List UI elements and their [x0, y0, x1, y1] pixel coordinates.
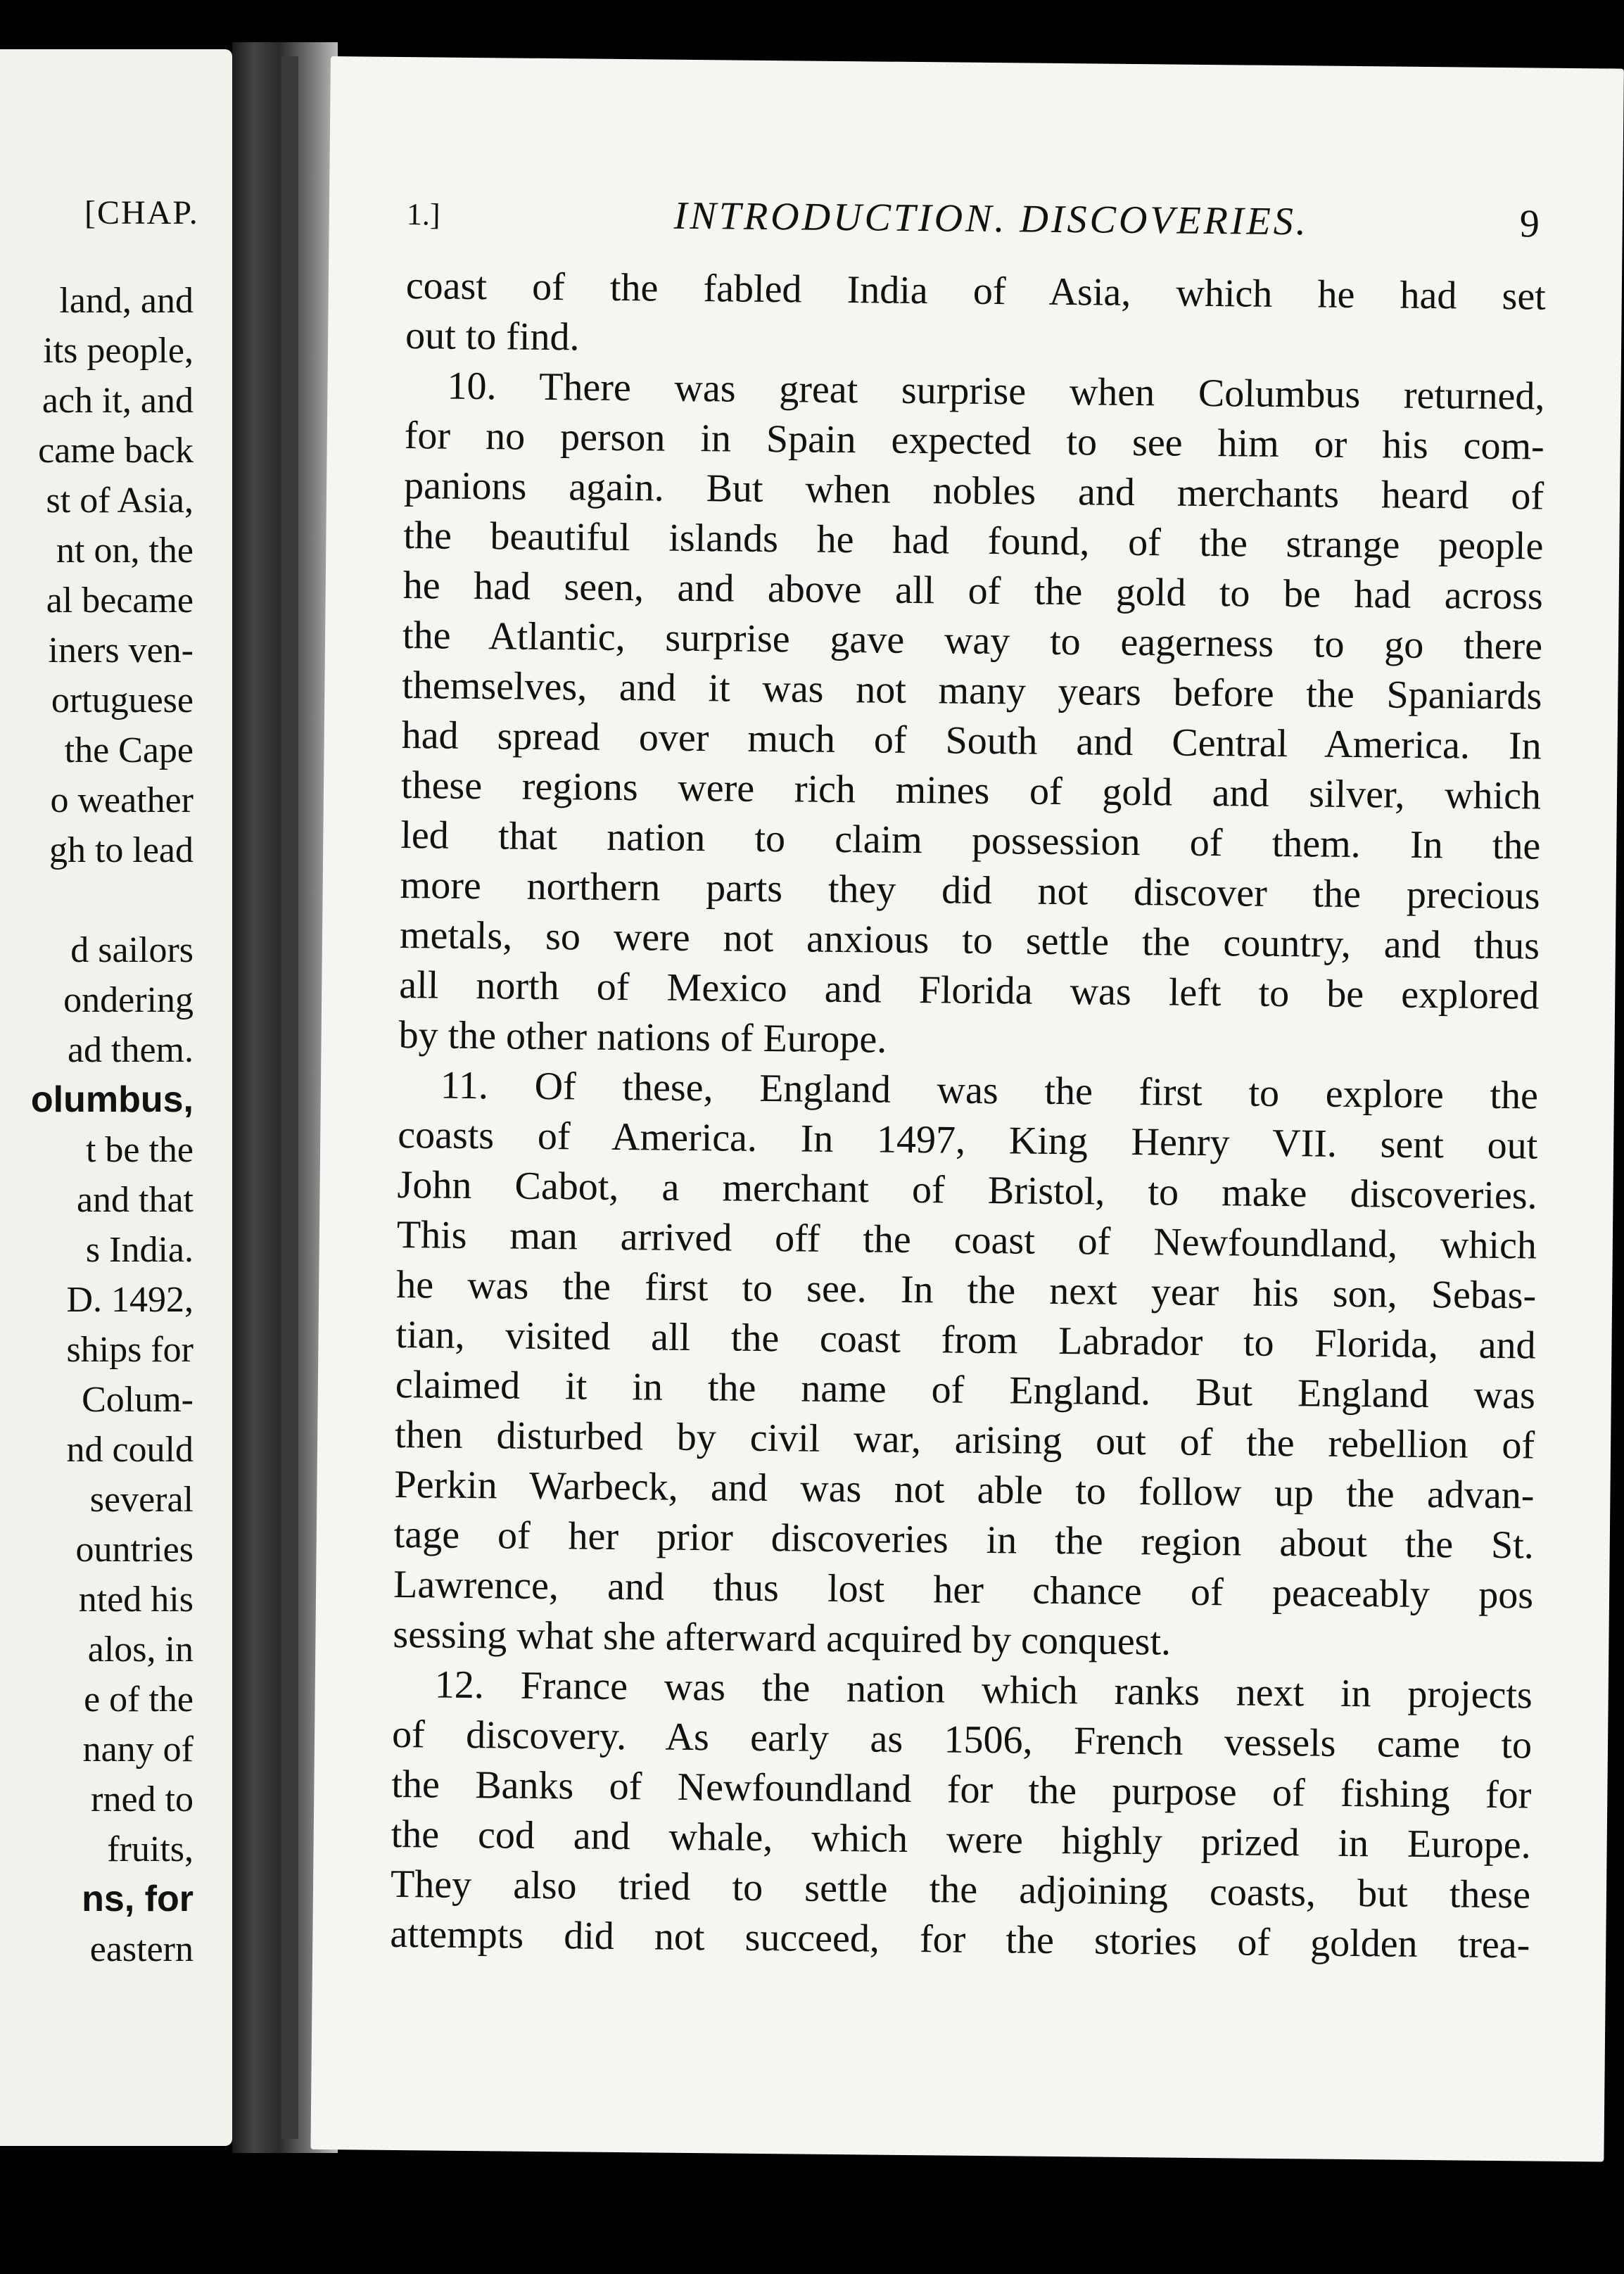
text-line: metals, so were not anxious to settle the country, and thus [399, 913, 1540, 968]
text-line: out to find. [405, 314, 580, 360]
left-line: o weather [50, 780, 194, 820]
left-line: iners ven- [48, 630, 194, 671]
text-line: Lawrence, and thus lost her chance of peaceably pos [393, 1562, 1534, 1618]
left-line: t be the [85, 1130, 194, 1170]
left-line: ns, for [82, 1879, 194, 1919]
left-line: olumbus, [30, 1079, 194, 1120]
text-line: John Cabot, a merchant of Bristol, to make discoveries. [397, 1162, 1537, 1218]
text-line: 11. Of these, England was the first to explore the [440, 1063, 1539, 1118]
text-line: tage of her prior discoveries in the region about the St. [393, 1512, 1535, 1568]
left-line: st of Asia, [46, 481, 194, 521]
left-page [0, 49, 232, 2146]
left-line: eastern [89, 1929, 194, 1969]
left-line: al became [46, 580, 194, 621]
left-line: ach it, and [42, 381, 194, 421]
text-line: This man arrived off the coast of Newfoundland, which [396, 1212, 1537, 1268]
text-line: more northern parts they did not discover the precious [400, 863, 1540, 918]
left-line: D. 1492, [66, 1280, 194, 1320]
left-page-header: [CHAP. [84, 194, 199, 231]
left-line: s India. [85, 1230, 194, 1270]
text-line: he was the first to see. In the next year his son, Sebas- [395, 1262, 1537, 1318]
left-line: alos, in [87, 1630, 194, 1670]
text-line: led that nation to claim possession of them. In the [400, 813, 1541, 868]
text-line: attempts did not succeed, for the stories of golden trea- [390, 1912, 1530, 1967]
right-page [310, 56, 1623, 2162]
page-number: 9 [1519, 202, 1540, 246]
text-line: the cod and whale, which were highly prized in Europe. [391, 1812, 1531, 1867]
left-line: nd could [66, 1430, 194, 1470]
body-text [390, 261, 1546, 1970]
text-line: all north of Mexico and Florida was left to be explored [399, 963, 1540, 1018]
text-line: these regions were rich mines of gold and silver, which [400, 763, 1542, 818]
text-line: 12. France was the nation which ranks next in projects [434, 1663, 1533, 1717]
text-line: the beautiful islands he had found, of the strange people [403, 514, 1544, 568]
text-line: the Atlantic, surprise gave way to eagerness to go there [402, 614, 1543, 668]
book-spine [281, 56, 298, 2139]
text-line: coasts of America. In 1497, King Henry VII. sent out [397, 1112, 1538, 1168]
text-line: had spread over much of South and Central America. In [401, 713, 1542, 768]
left-page-text [0, 276, 232, 1974]
left-line: land, and [59, 281, 194, 321]
text-line: themselves, and it was not many years before the Spaniards [402, 663, 1542, 718]
text-line: of discovery. As early as 1506, French vessels came to [391, 1712, 1533, 1767]
left-line: ortuguese [51, 680, 194, 720]
left-line: nany of [82, 1729, 194, 1770]
left-line: and that [76, 1180, 194, 1220]
left-line: ships for [66, 1330, 194, 1370]
text-line: 10. There was great surprise when Columbus returned, [447, 364, 1545, 419]
left-line: ondering [63, 980, 194, 1020]
left-line: nted his [78, 1580, 194, 1620]
left-line: ountries [75, 1530, 194, 1570]
left-line: e of the [84, 1679, 194, 1720]
text-line: by the other nations of Europe. [398, 1012, 887, 1062]
text-line: the Banks of Newfoundland for the purpose of fishing for [391, 1762, 1532, 1817]
left-line: Colum- [82, 1380, 194, 1420]
text-line: panions again. But when nobles and merchants heard of [403, 464, 1544, 519]
left-line: its people, [43, 331, 194, 371]
left-line: d sailors [70, 930, 194, 970]
left-line: nt on, the [56, 531, 194, 571]
running-title: INTRODUCTION. DISCOVERIES. [673, 193, 1309, 244]
text-line: Perkin Warbeck, and was not able to follow up the advan- [394, 1462, 1535, 1518]
left-line: the Cape [64, 730, 194, 770]
left-line: several [89, 1480, 194, 1520]
text-line: sessing what she afterward acquired by conquest. [393, 1612, 1172, 1664]
chapter-marker: 1.] [406, 197, 440, 232]
left-line: gh to lead [49, 830, 194, 870]
text-line: coast of the fabled India of Asia, which he had set [405, 264, 1547, 319]
left-line: ad them. [67, 1030, 194, 1070]
left-line: fruits, [107, 1829, 194, 1869]
left-line [0, 875, 232, 925]
text-line: then disturbed by civil war, arising out of the rebellion of [394, 1412, 1535, 1468]
text-line: he had seen, and above all of the gold to be had across [402, 564, 1544, 618]
text-line: for no person in Spain expected to see him or his com- [404, 414, 1545, 469]
left-line: came back [38, 431, 194, 471]
text-line: claimed it in the name of England. But England was [395, 1362, 1536, 1418]
text-line: tian, visited all the coast from Labrador to Florida, and [395, 1312, 1536, 1368]
left-line: rned to [91, 1779, 194, 1819]
text-line: They also tried to settle the adjoining coasts, but these [390, 1862, 1531, 1917]
running-header [406, 191, 1547, 258]
